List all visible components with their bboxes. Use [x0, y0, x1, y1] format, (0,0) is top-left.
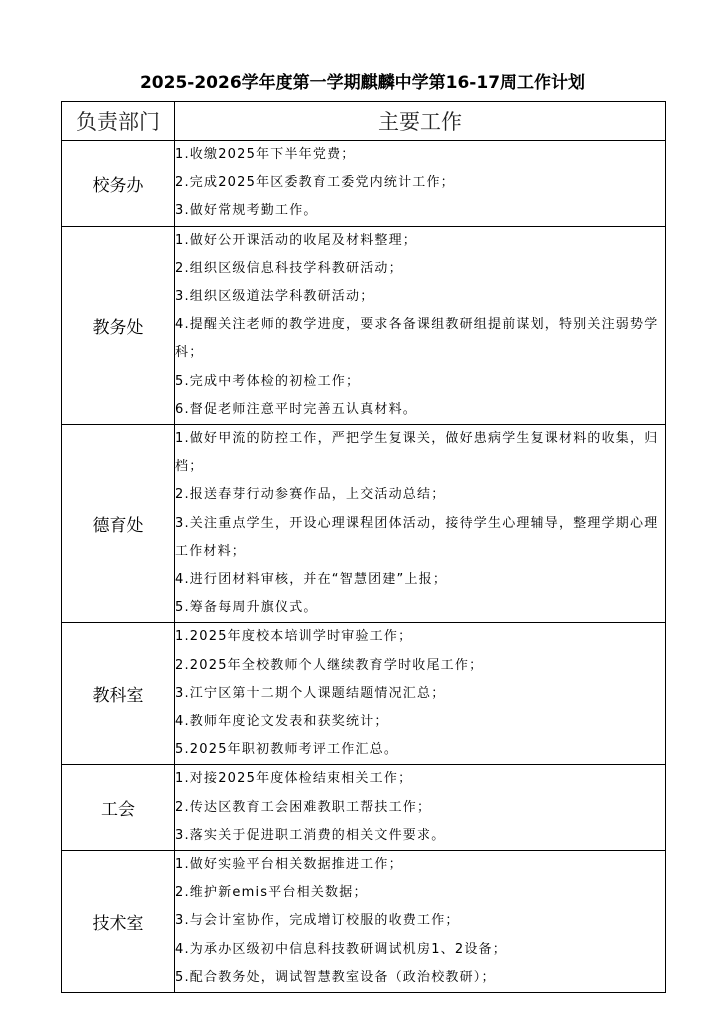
dept-name: 德育处 — [62, 425, 175, 623]
work-items — [175, 623, 666, 765]
work-item: 2.报送春芽行动参赛作品，上交活动总结； — [175, 487, 446, 503]
work-items — [175, 141, 666, 227]
work-items — [175, 425, 666, 623]
dept-name: 工会 — [62, 765, 175, 851]
work-item: 4.教师年度论文发表和获奖统计； — [175, 714, 389, 730]
work-items — [175, 226, 666, 424]
table-row-research-office — [62, 623, 666, 765]
work-item: 2.2025年全校教师个人继续教育学时收尾工作； — [175, 657, 484, 673]
work-item: 3.江宁区第十二期个人课题结题情况汇总； — [175, 685, 446, 701]
dept-column-header: 负责部门 — [62, 102, 175, 141]
work-item: 2.完成2025年区委教育工委党内统计工作； — [175, 175, 455, 191]
dept-name: 教科室 — [62, 623, 175, 765]
work-item: 1.做好公开课活动的收尾及材料整理； — [175, 232, 418, 248]
document-title: 2025-2026学年度第一学期麒麟中学第16-17周工作计划 — [139, 73, 586, 93]
work-column-header: 主要工作 — [175, 102, 666, 141]
dept-name: 技术室 — [62, 851, 175, 993]
work-item: 1.做好实验平台相关数据推进工作； — [175, 857, 403, 873]
work-item: 5.筹备每周升旗仪式。 — [175, 600, 318, 616]
work-item: 4.提醒关注老师的教学进度，要求各备课组教研组提前谋划，特别关注弱势学科； — [175, 317, 659, 361]
work-item: 2.组织区级信息科技学科教研活动； — [175, 260, 403, 276]
work-item: 4.进行团材料审核，并在“智慧团建”上报； — [175, 572, 448, 588]
table-row-academic-affairs — [62, 226, 666, 424]
work-item: 1.2025年度校本培训学时审验工作； — [175, 629, 413, 645]
table-row-school-office — [62, 141, 666, 227]
work-item: 1.对接2025年度体检结束相关工作； — [175, 771, 413, 787]
table-row-moral-education — [62, 425, 666, 623]
work-item: 3.组织区级道法学科教研活动； — [175, 289, 375, 305]
work-items — [175, 765, 666, 851]
work-item: 5.完成中考体检的初检工作； — [175, 373, 361, 389]
dept-name: 教务处 — [62, 226, 175, 424]
work-item: 1.收缴2025年下半年党费； — [175, 147, 356, 162]
work-item: 3.与会计室协作，完成增订校服的收费工作； — [175, 913, 460, 929]
work-item: 5.2025年职初教师考评工作汇总。 — [175, 742, 399, 758]
work-plan-table — [61, 101, 666, 993]
work-item: 5.配合教务处，调试智慧教室设备（政治校教研）； — [175, 969, 496, 985]
work-item: 1.做好甲流的防控工作，严把学生复课关，做好患病学生复课材料的收集，归档； — [175, 431, 659, 475]
work-item: 6.督促老师注意平时完善五认真材料。 — [175, 401, 418, 417]
work-item: 3.做好常规考勤工作。 — [175, 203, 318, 219]
table-header-row — [62, 102, 666, 141]
work-item: 3.关注重点学生，开设心理课程团体活动，接待学生心理辅导，整理学期心理工作材料； — [175, 515, 659, 559]
table-row-technology-office — [62, 851, 666, 993]
work-item: 2.传达区教育工会困难教职工帮扶工作； — [175, 799, 432, 815]
dept-name: 校务办 — [62, 141, 175, 227]
work-item: 4.为承办区级初中信息科技教研调试机房1、2设备； — [175, 941, 507, 957]
table-row-union — [62, 765, 666, 851]
work-items — [175, 851, 666, 993]
work-item: 2.维护新emis平台相关数据； — [175, 885, 368, 901]
work-item: 3.落实关于促进职工消费的相关文件要求。 — [175, 827, 446, 843]
